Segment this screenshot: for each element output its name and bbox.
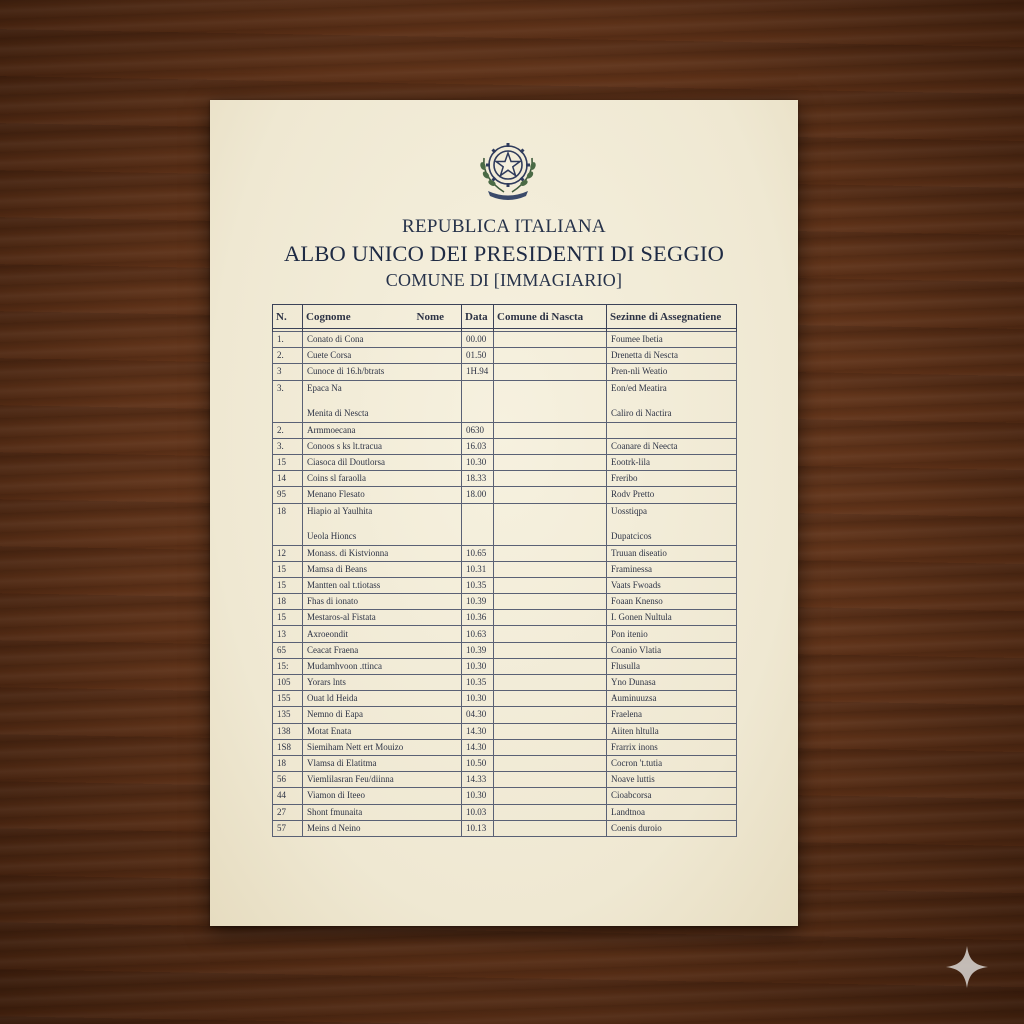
cell-sezione: Freribo [607, 471, 737, 487]
document-title: ALBO UNICO DEI PRESIDENTI DI SEGGIO [283, 241, 725, 266]
cell-name: Motat Enata [303, 723, 462, 739]
cell-sezione: I. Gonen Nultula [607, 610, 737, 626]
cell-sezione: Coanare di Neecta [607, 438, 737, 454]
col-header-comune: Comune di Nascta [494, 305, 607, 329]
cell-sezione: Flusulla [607, 658, 737, 674]
cell-name: Ceacat Fraena [303, 642, 462, 658]
cell-sezione: Vaats Fwoads [607, 577, 737, 593]
cell-comune [494, 454, 607, 470]
cell-comune [494, 610, 607, 626]
cell-data: 10.39 [462, 594, 494, 610]
cell-sezione-line2: Caliro di Nactira [611, 407, 672, 418]
cell-data: 18.00 [462, 487, 494, 503]
cell-name: Yorars lnts [303, 675, 462, 691]
table-row [273, 610, 737, 626]
cell-number: 15 [273, 577, 303, 593]
cell-sezione: Cocron 't.tutia [607, 755, 737, 771]
cell-number: 105 [273, 675, 303, 691]
italian-republic-emblem-icon [474, 136, 542, 202]
cell-sezione: Pren-nli Weatio [607, 364, 737, 380]
cell-data: 10.65 [462, 545, 494, 561]
cell-number: 15 [273, 610, 303, 626]
cell-data: 10.39 [462, 642, 494, 658]
table-row [273, 820, 737, 836]
table-row [273, 380, 737, 422]
cell-comune [494, 503, 607, 545]
cell-name: Axroeondit [303, 626, 462, 642]
cell-number: 18 [273, 503, 303, 545]
cell-data: 10.30 [462, 691, 494, 707]
table-body [273, 332, 737, 837]
cell-number: 15 [273, 561, 303, 577]
table-row [273, 577, 737, 593]
cell-comune [494, 577, 607, 593]
cell-comune [494, 691, 607, 707]
cell-sezione: Pon itenio [607, 626, 737, 642]
table-row [273, 438, 737, 454]
cell-name: Coins sl faraolla [303, 471, 462, 487]
cell-name: Mantten oal t.tiotass [303, 577, 462, 593]
col-header-sezione: Sezinne di Assegnatiene [607, 305, 737, 329]
cell-comune [494, 772, 607, 788]
presidents-table [272, 304, 737, 837]
cell-name: Mudamhvoon .ttinca [303, 658, 462, 674]
cell-comune [494, 675, 607, 691]
cell-number: 12 [273, 545, 303, 561]
cell-sezione [607, 380, 737, 422]
table-row [273, 545, 737, 561]
cell-sezione: Yno Dunasa [607, 675, 737, 691]
cell-data: 04.30 [462, 707, 494, 723]
cell-name: Vlamsa di Elatitma [303, 755, 462, 771]
cell-data [462, 503, 494, 545]
cell-comune [494, 561, 607, 577]
cell-comune [494, 788, 607, 804]
cell-number: 15 [273, 454, 303, 470]
cell-sezione: Coanio Vlatia [607, 642, 737, 658]
cell-name: Mamsa di Beans [303, 561, 462, 577]
cell-data: 00.00 [462, 332, 494, 348]
table-row [273, 642, 737, 658]
col-header-nome: Nome [416, 310, 444, 323]
cell-data: 10.36 [462, 610, 494, 626]
cell-number: 13 [273, 626, 303, 642]
table-row [273, 755, 737, 771]
cell-name [303, 503, 462, 545]
cell-name: Mestaros-al Fistata [303, 610, 462, 626]
cell-name [303, 380, 462, 422]
table-row [273, 626, 737, 642]
cell-sezione: Aiiten hltulla [607, 723, 737, 739]
table-row [273, 348, 737, 364]
cell-name: Menano Flesato [303, 487, 462, 503]
cell-number: 95 [273, 487, 303, 503]
cell-number: 15: [273, 658, 303, 674]
cell-sezione [607, 422, 737, 438]
table-row [273, 707, 737, 723]
cell-name: Viemlilasran Feu/diinna [303, 772, 462, 788]
cell-sezione: Foaan Knenso [607, 594, 737, 610]
table-row [273, 471, 737, 487]
table-row [273, 772, 737, 788]
table-row [273, 691, 737, 707]
col-header-number: N. [273, 305, 303, 329]
cell-data: 10.13 [462, 820, 494, 836]
cell-data: 10.50 [462, 755, 494, 771]
cell-sezione: Truuan diseatio [607, 545, 737, 561]
table-row [273, 332, 737, 348]
cell-name: Nemno di Eapa [303, 707, 462, 723]
cell-sezione: Frarrix inons [607, 739, 737, 755]
cell-name: Shont fmunaita [303, 804, 462, 820]
table-row [273, 804, 737, 820]
cell-sezione: Auminuuzsa [607, 691, 737, 707]
cell-name-line1: Epaca Na [307, 382, 342, 393]
cell-sezione-line1: Eon/ed Meatira [611, 382, 667, 393]
table-row [273, 739, 737, 755]
cell-name-line2: Ueola Hioncs [307, 530, 357, 541]
cell-number: 2. [273, 348, 303, 364]
cell-comune [494, 707, 607, 723]
cell-number: 18 [273, 594, 303, 610]
cell-sezione: Landtnoa [607, 804, 737, 820]
cell-name: Cunoce di 16.h/btrats [303, 364, 462, 380]
cell-comune [494, 820, 607, 836]
cell-comune [494, 594, 607, 610]
cell-sezione: Framinessa [607, 561, 737, 577]
table-header-row [273, 305, 737, 329]
cell-number: 3. [273, 438, 303, 454]
cell-comune [494, 487, 607, 503]
cell-sezione: Foumee Ibetia [607, 332, 737, 348]
cell-sezione: Eootrk-lila [607, 454, 737, 470]
cell-number: 2. [273, 422, 303, 438]
cell-number: 135 [273, 707, 303, 723]
cell-sezione: Cioabcorsa [607, 788, 737, 804]
cell-comune [494, 545, 607, 561]
cell-name: Cuete Corsa [303, 348, 462, 364]
cell-number: 18 [273, 755, 303, 771]
cell-data: 14.30 [462, 739, 494, 755]
table-row [273, 788, 737, 804]
cell-name: Monass. di Kistvionna [303, 545, 462, 561]
cell-data: 10.31 [462, 561, 494, 577]
cell-data: 10.30 [462, 454, 494, 470]
cell-sezione: Noave luttis [607, 772, 737, 788]
cell-name: Conoos s ks lt.tracua [303, 438, 462, 454]
cell-number: 1. [273, 332, 303, 348]
cell-data: 18.33 [462, 471, 494, 487]
cell-sezione-line1: Uosstiqpa [611, 505, 647, 516]
cell-sezione: Coenis duroio [607, 820, 737, 836]
cell-name: Ouat ld Heida [303, 691, 462, 707]
cell-comune [494, 364, 607, 380]
table-row [273, 561, 737, 577]
cell-data: 01.50 [462, 348, 494, 364]
table-row [273, 454, 737, 470]
cell-data: 0630 [462, 422, 494, 438]
cell-comune [494, 348, 607, 364]
cell-data: 14.33 [462, 772, 494, 788]
cell-number: 27 [273, 804, 303, 820]
table-row [273, 503, 737, 545]
cell-comune [494, 626, 607, 642]
table-row [273, 658, 737, 674]
cell-name: Viamon di Iteeo [303, 788, 462, 804]
cell-data: 14.30 [462, 723, 494, 739]
cell-sezione-line2: Dupatcicos [611, 530, 652, 541]
cell-number: 3 [273, 364, 303, 380]
col-header-data: Data [462, 305, 494, 329]
cell-number: 3. [273, 380, 303, 422]
cell-sezione: Rodv Pretto [607, 487, 737, 503]
cell-number: 1S8 [273, 739, 303, 755]
cell-number: 155 [273, 691, 303, 707]
cell-name: Conato di Cona [303, 332, 462, 348]
header-municipality: COMUNE DI [IMMAGIARIO] [385, 270, 623, 290]
table-row [273, 594, 737, 610]
cell-data: 16.03 [462, 438, 494, 454]
cell-data: 10.35 [462, 675, 494, 691]
cell-comune [494, 438, 607, 454]
table-row [273, 675, 737, 691]
document-sheet [210, 100, 798, 926]
cell-number: 56 [273, 772, 303, 788]
cell-data: 10.30 [462, 788, 494, 804]
cell-data: 10.30 [462, 658, 494, 674]
cell-data: 10.03 [462, 804, 494, 820]
cell-data: 10.63 [462, 626, 494, 642]
cell-comune [494, 755, 607, 771]
cell-comune [494, 739, 607, 755]
cell-comune [494, 658, 607, 674]
cell-comune [494, 723, 607, 739]
cell-number: 65 [273, 642, 303, 658]
table-row [273, 487, 737, 503]
cell-name: Fhas di ionato [303, 594, 462, 610]
cell-number: 14 [273, 471, 303, 487]
cell-number: 44 [273, 788, 303, 804]
cell-name: Siemiham Nett ert Mouizo [303, 739, 462, 755]
col-header-cognome: Cognome [306, 310, 351, 323]
cell-sezione [607, 503, 737, 545]
cell-sezione: Fraelena [607, 707, 737, 723]
cell-name-line2: Menita di Nescta [307, 407, 369, 418]
table-row [273, 422, 737, 438]
cell-comune [494, 804, 607, 820]
cell-data: 1H.94 [462, 364, 494, 380]
cell-comune [494, 380, 607, 422]
cell-number: 138 [273, 723, 303, 739]
cell-name-line1: Hiapio al Yaulhita [307, 505, 373, 516]
cell-comune [494, 332, 607, 348]
cell-comune [494, 471, 607, 487]
sparkle-icon [944, 944, 990, 990]
cell-name: Ciasoca dil Doutlorsa [303, 454, 462, 470]
cell-number: 57 [273, 820, 303, 836]
col-header-name [303, 305, 462, 329]
table-row [273, 364, 737, 380]
cell-data: 10.35 [462, 577, 494, 593]
cell-sezione: Drenetta di Nescta [607, 348, 737, 364]
cell-comune [494, 422, 607, 438]
header-republic: REPUBLICA ITALIANA [402, 216, 606, 237]
cell-data [462, 380, 494, 422]
cell-name: Armmoecana [303, 422, 462, 438]
cell-name: Meins d Neino [303, 820, 462, 836]
table-row [273, 723, 737, 739]
cell-comune [494, 642, 607, 658]
